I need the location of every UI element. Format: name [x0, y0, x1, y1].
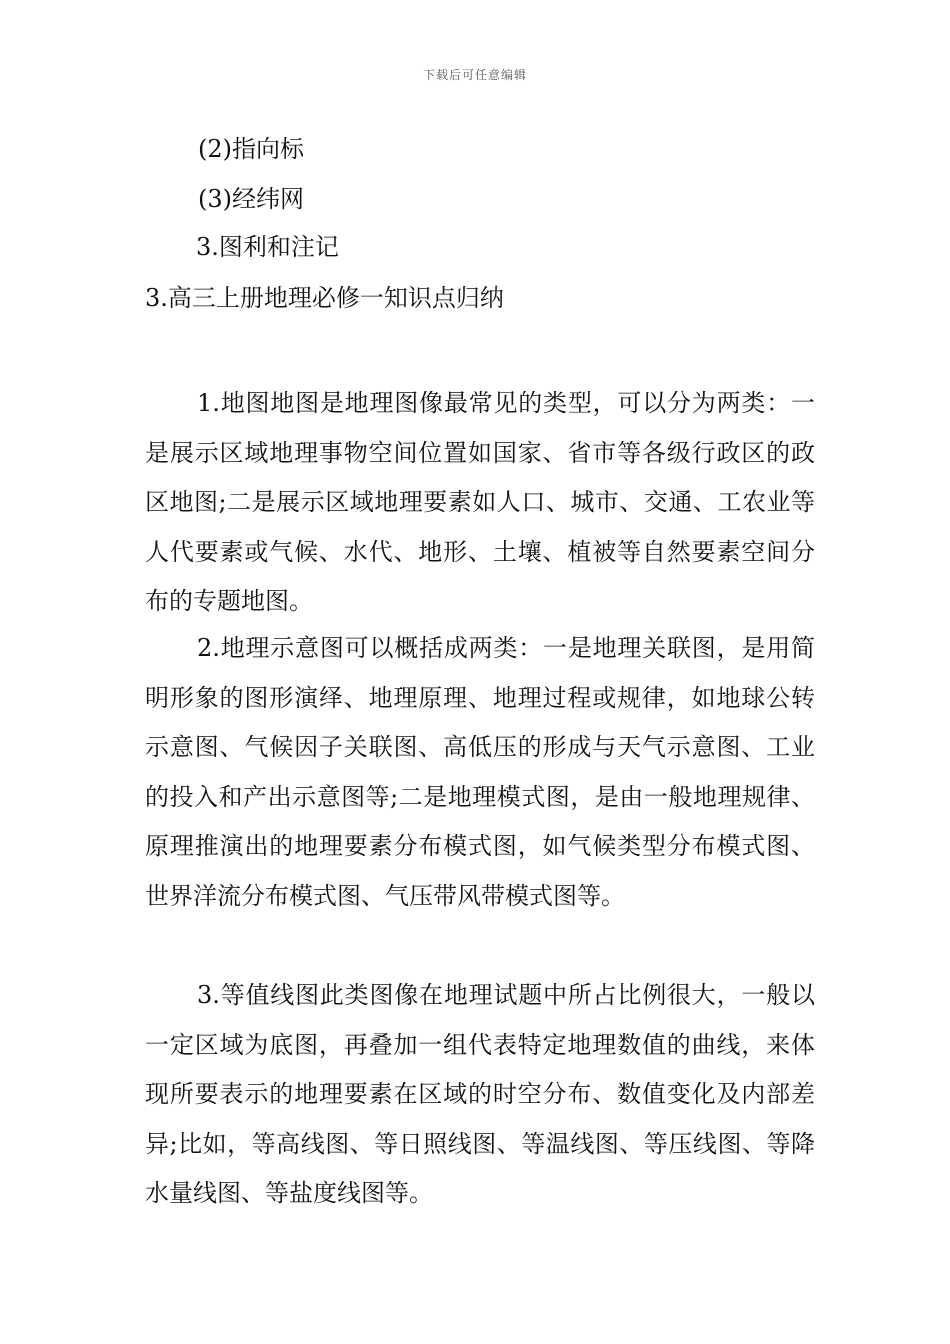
- paragraph-text: 2.地理示意图可以概括成两类：一是地理关联图，是用简明形象的图形演绎、地理原理、地理过程或规律，如地球公转示意图、气候因子关联图、高低压的形成与天气示意图、工业的投入和产出示意图等;二是地理模式图，是由一般地理规律、原理推演出的地理要素分布模式图，如气候类型分布模式图、世界洋流分布模式图、气压带风带模式图等。: [145, 634, 815, 910]
- list-item-graticule: (3)经纬网: [198, 185, 304, 213]
- paragraph-maps: [145, 379, 815, 627]
- paragraph-schematic-diagrams: [145, 624, 815, 921]
- section-title: 3.高三上册地理必修一知识点归纳: [145, 284, 504, 312]
- list-item-legend-notes: 3.图利和注记: [196, 233, 339, 261]
- list-item-compass: (2)指向标: [198, 135, 304, 163]
- paragraph-text: 3.等值线图此类图像在地理试题中所占比例很大，一般以一定区域为底图，再叠加一组代表特定地理数值的曲线，来体现所要表示的地理要素在区域的时空分布、数值变化及内部差异;比如，等高线图、等日照线图、等温线图、等压线图、等降水量线图、等盐度线图等。: [145, 981, 815, 1207]
- paragraph-isoline-maps: [145, 971, 815, 1219]
- page-header: 下载后可任意编辑: [422, 68, 527, 82]
- paragraph-text: 1.地图地图是地理图像最常见的类型，可以分为两类：一是展示区域地理事物空间位置如国家、省市等各级行政区的政区地图;二是展示区域地理要素如人口、城市、交通、工农业等人代要素或气候、水代、地形、土壤、植被等自然要素空间分布的专题地图。: [145, 389, 815, 615]
